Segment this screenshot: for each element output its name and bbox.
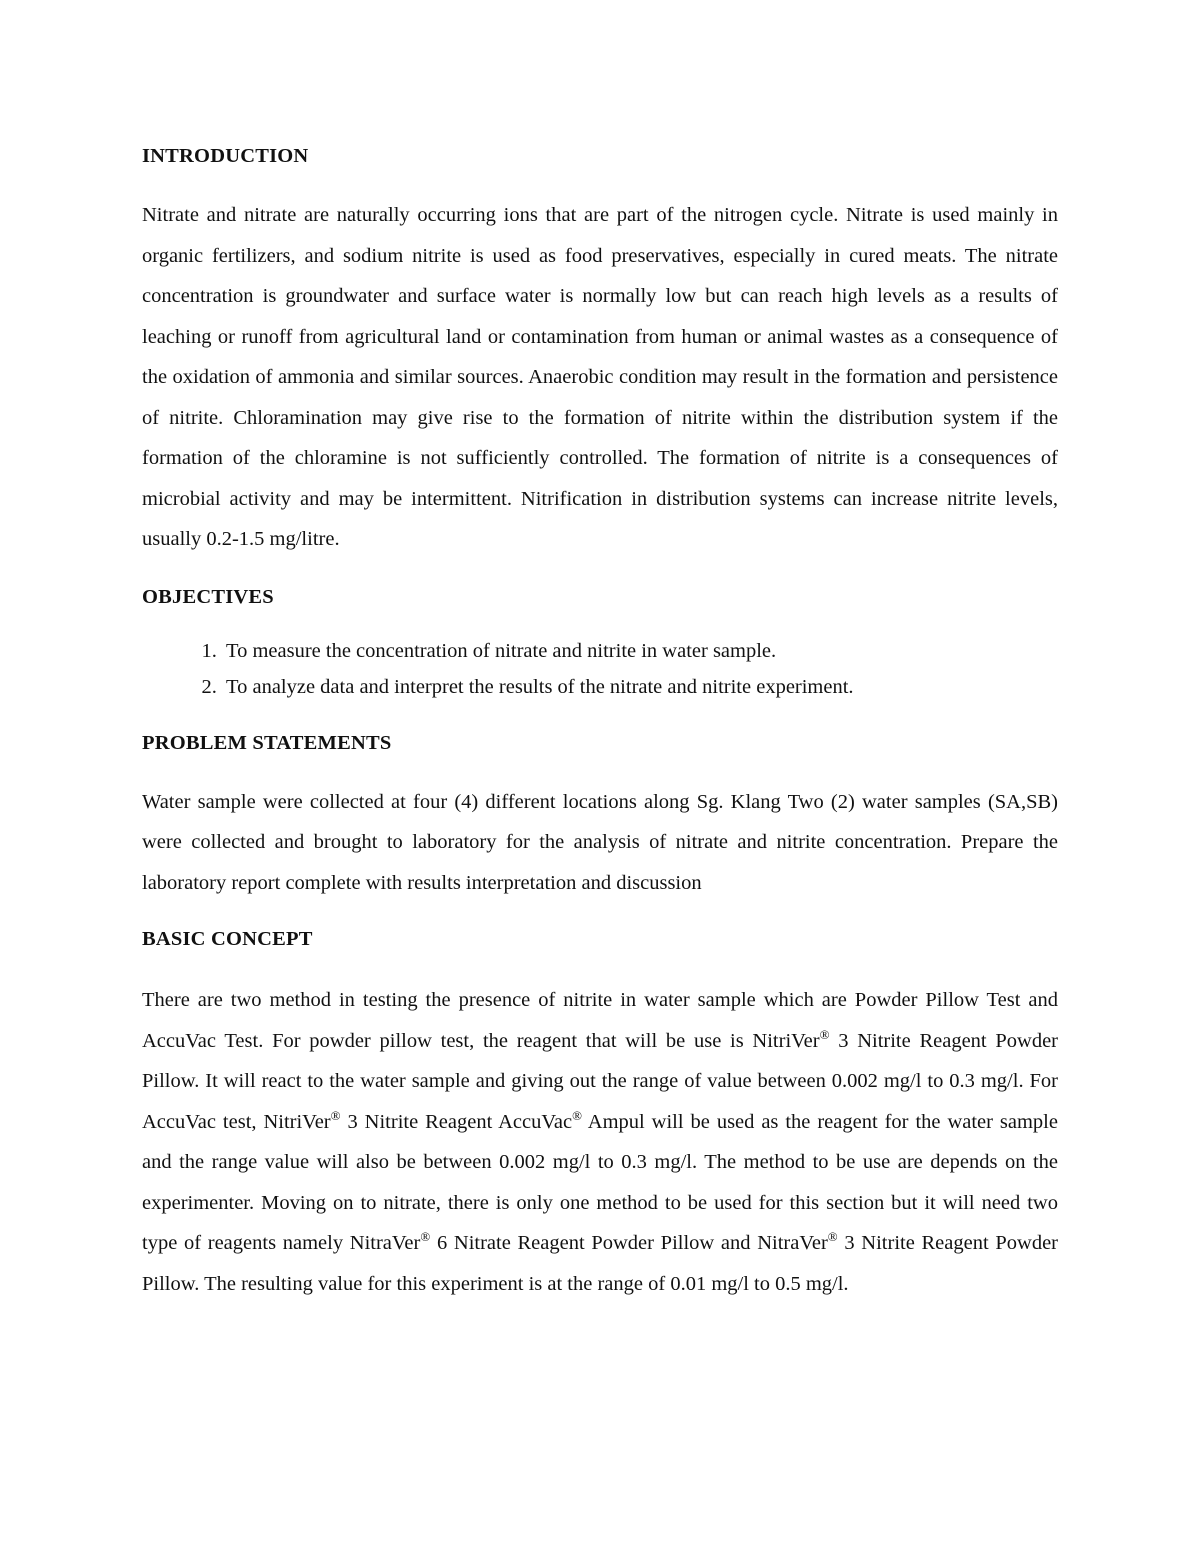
objectives-heading: OBJECTIVES xyxy=(142,585,274,608)
introduction-paragraph: Nitrate and nitrate are naturally occurring ions that are part of the nitrogen cycle. Nitrate is used mainly in organic fertilizers, and sodium nitrite is used as food preservatives, especially in cured meats. The nitrate concentration is groundwater and surface water is normally low but can reach high levels as a results of leaching or runoff from agricultural land or contamination from human or animal wastes as a consequence of the oxidation of ammonia and similar sources. Anaerobic condition may result in the formation and persistence of nitrite. Chloramination may give rise to the formation of nitrite within the distribution system if the formation of the chloramine is not sufficiently controlled. The formation of nitrite is a consequences of microbial activity and may be intermittent. Nitrification in distribution systems can increase nitrite levels, usually 0.2-1.5 mg/litre. xyxy=(142,204,1058,550)
basic-concept-text: 3 Nitrite Reagent Powder Pillow. It will react to the water sample and giving out the range of value between 0.002 mg/l to 0.3 mg/l. For AccuVac test, NitriVer xyxy=(142,1029,1058,1133)
objective-item: 1. To measure the concentration of nitrate and nitrite in water sample. xyxy=(222,633,1058,669)
basic-concept-text: There are two method in testing the presence of nitrite in water sample which are Powder Pillow Test and AccuVac Test. For powder pillow test, the reagent that will be use is NitriVer xyxy=(142,989,1058,1052)
introduction-heading: INTRODUCTION xyxy=(142,145,309,167)
document-page xyxy=(142,142,1058,1304)
registered-mark: ® xyxy=(572,1107,582,1123)
basic-concept-text: 6 Nitrate Reagent Powder Pillow and NitraVer xyxy=(430,1232,828,1254)
basic-concept-text: 3 Nitrite Reagent AccuVac xyxy=(340,1110,573,1133)
basic-concept-text: 3 Nitrite Reagent Powder Pillow. The resulting value for this experiment is at the range of 0.01 mg/l to 0.5 mg/l. xyxy=(142,1232,1058,1295)
basic-concept-heading: BASIC CONCEPT xyxy=(142,928,313,950)
objective-item: 2. To analyze data and interpret the results of the nitrate and nitrite experiment. xyxy=(222,669,1058,705)
objectives-list xyxy=(142,633,1058,705)
basic-concept-text: Ampul will be used as the reagent for the water sample and the range value will also be between 0.002 mg/l to 0.3 mg/l. The method to be use are depends on the experimenter. Moving on to nitrate, there is only one method to be used for this section but it will need two type of reagents namely NitraVer xyxy=(142,1110,1058,1254)
problem-statements-heading: PROBLEM STATEMENTS xyxy=(142,731,392,754)
registered-mark: ® xyxy=(330,1107,341,1123)
registered-mark: ® xyxy=(819,1026,830,1042)
basic-concept-paragraph xyxy=(142,980,1058,1304)
registered-mark: ® xyxy=(827,1229,838,1244)
problem-statements-paragraph: Water sample were collected at four (4) different locations along Sg. Klang Two (2) water samples (SA,SB) were collected and brought to laboratory for the analysis of nitrate and nitrite concentration. Prepare the laboratory report complete with results interpretation and discussion xyxy=(142,790,1058,894)
registered-mark: ® xyxy=(420,1229,431,1244)
